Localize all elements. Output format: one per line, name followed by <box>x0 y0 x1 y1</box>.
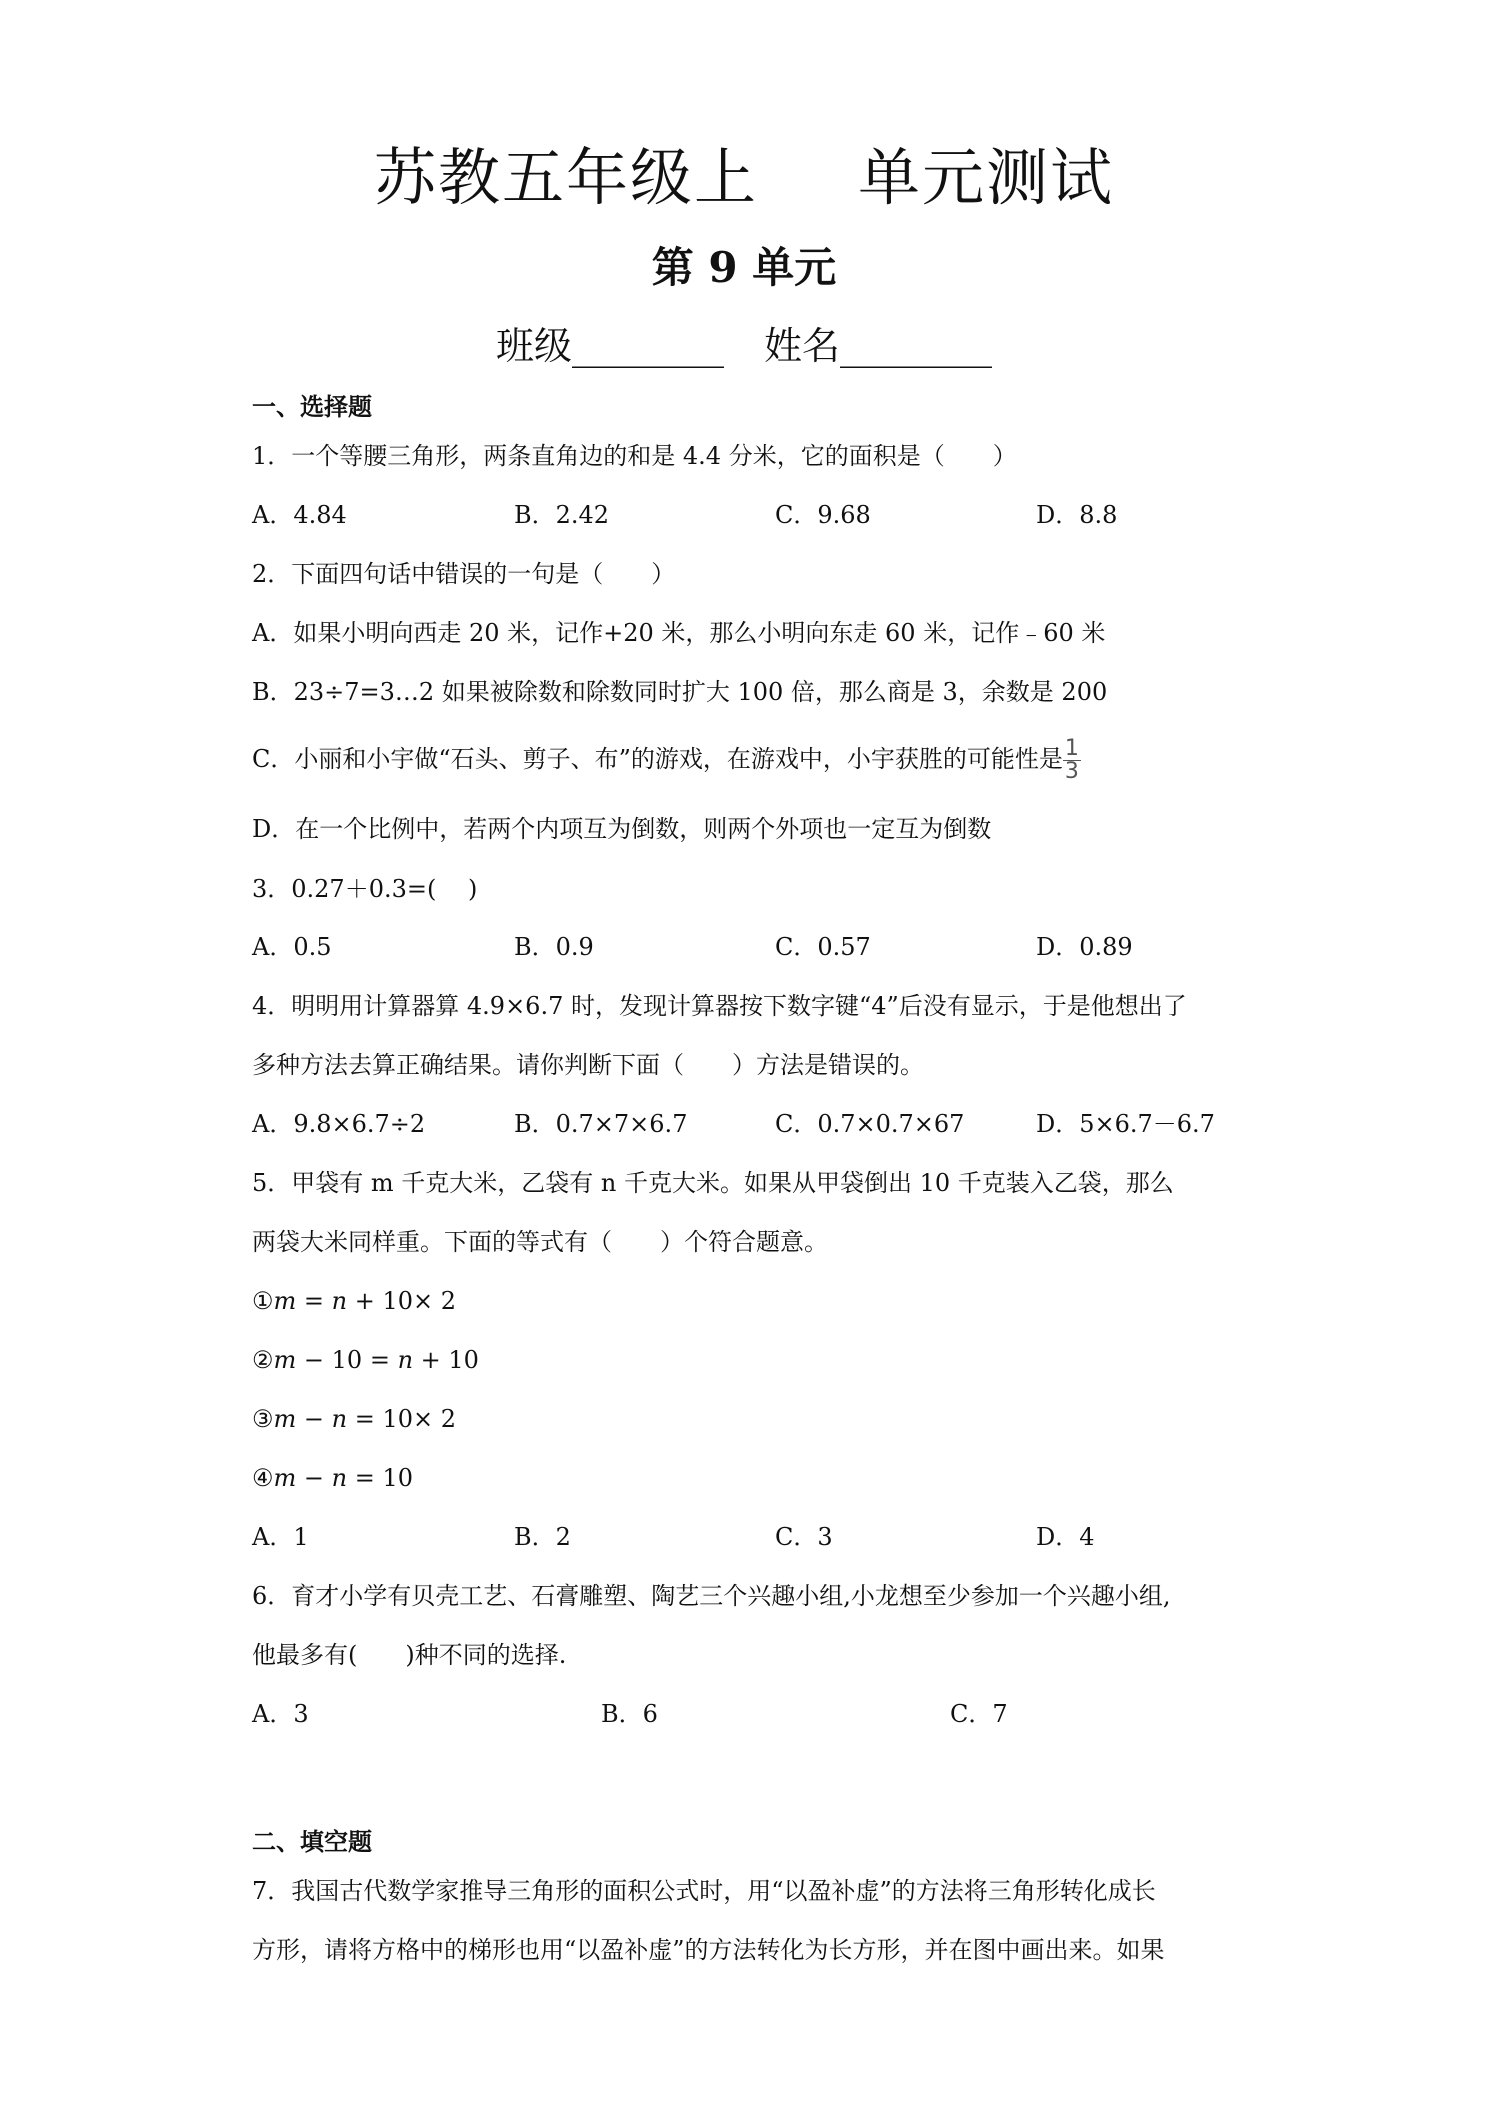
equation-2-rest: + 10 <box>413 1346 479 1374</box>
title-left: 苏教五年级上 <box>373 141 758 214</box>
equation-3 <box>252 1403 456 1435</box>
q6-option-b[interactable]: B．6 <box>601 1700 658 1728</box>
q3-option-a[interactable]: A．0.5 <box>252 933 332 961</box>
question-3-stem: 3．0.27＋0.3=( ) <box>252 875 478 903</box>
q4-option-b[interactable]: B．0.7×7×6.7 <box>514 1110 688 1138</box>
equation-3-rest: = 10× 2 <box>347 1405 457 1433</box>
question-5-stem-line-1: 5．甲袋有 m 千克大米，乙袋有 n 千克大米。如果从甲袋倒出 10 千克装入乙袋，那么 <box>252 1169 1174 1197</box>
q2-option-a[interactable]: A．如果小明向西走 20 米，记作+20 米，那么小明向东走 60 米，记作﹣60 米 <box>252 619 1106 647</box>
q1-option-c[interactable]: C．9.68 <box>775 501 871 529</box>
unit-subtitle: 第 9 单元 <box>651 243 837 292</box>
equation-2 <box>252 1344 479 1376</box>
q5-option-c[interactable]: C．3 <box>775 1523 833 1551</box>
question-6-stem-line-1: 6．育才小学有贝壳工艺、石膏雕塑、陶艺三个兴趣小组,小龙想至少参加一个兴趣小组, <box>252 1582 1171 1610</box>
equation-4-mark: ④ <box>252 1464 274 1492</box>
question-4-stem-line-1: 4．明明用计算器算 4.9×6.7 时，发现计算器按下数字键“4”后没有显示，于是他想出了 <box>252 992 1187 1020</box>
q2-option-d[interactable]: D．在一个比例中，若两个内项互为倒数，则两个外项也一定互为倒数 <box>252 815 992 843</box>
var-n: n <box>331 1287 348 1315</box>
equation-1 <box>252 1285 456 1317</box>
q2-option-c[interactable] <box>252 738 1081 783</box>
q4-option-d[interactable]: D．5×6.7－6.7 <box>1036 1110 1215 1138</box>
q3-option-b[interactable]: B．0.9 <box>514 933 594 961</box>
var-n: n <box>397 1346 414 1374</box>
equation-1-rest: + 10× 2 <box>347 1287 457 1315</box>
equation-2-op: − 10 = <box>296 1346 398 1374</box>
name-field[interactable]: 姓名________ <box>764 324 993 368</box>
equation-3-mark: ③ <box>252 1405 274 1433</box>
question-4-stem-line-2: 多种方法去算正确结果。请你判断下面（ ）方法是错误的。 <box>252 1051 924 1079</box>
section-heading-choice: 一、选择题 <box>252 392 372 421</box>
q1-option-a[interactable]: A．4.84 <box>252 501 347 529</box>
question-7-stem-line-1: 7．我国古代数学家推导三角形的面积公式时，用“以盈补虚”的方法将三角形转化成长 <box>252 1877 1156 1905</box>
q2-option-b[interactable]: B．23÷7=3…2 如果被除数和除数同时扩大 100 倍，那么商是 3，余数是 200 <box>252 678 1108 706</box>
q4-option-a[interactable]: A．9.8×6.7÷2 <box>252 1110 426 1138</box>
q4-option-c[interactable]: C．0.7×0.7×67 <box>775 1110 965 1138</box>
fraction-one-third <box>1063 738 1081 783</box>
equation-1-op: = <box>296 1287 332 1315</box>
var-m: m <box>273 1346 297 1374</box>
equation-4-op: − <box>296 1464 332 1492</box>
student-info-line <box>0 318 1488 374</box>
question-2-stem: 2．下面四句话中错误的一句是（ ） <box>252 560 676 588</box>
q3-option-d[interactable]: D．0.89 <box>1036 933 1133 961</box>
q1-option-b[interactable]: B．2.42 <box>514 501 610 529</box>
equation-2-mark: ② <box>252 1346 274 1374</box>
q2-option-c-text: C．小丽和小宇做“石头、剪子、布”的游戏，在游戏中，小宇获胜的可能性是 <box>252 745 1063 773</box>
equation-3-op: − <box>296 1405 332 1433</box>
q6-option-c[interactable]: C．7 <box>950 1700 1008 1728</box>
page-title <box>0 138 1488 218</box>
q6-option-a[interactable]: A．3 <box>252 1700 309 1728</box>
question-6-stem-line-2: 他最多有( )种不同的选择. <box>252 1641 567 1669</box>
question-1-stem: 1．一个等腰三角形，两条直角边的和是 4.4 分米，它的面积是（ ） <box>252 442 1017 470</box>
var-m: m <box>273 1405 297 1433</box>
var-m: m <box>273 1287 297 1315</box>
class-field[interactable]: 班级________ <box>495 324 724 368</box>
q5-option-a[interactable]: A．1 <box>252 1523 309 1551</box>
var-n: n <box>331 1405 348 1433</box>
var-n: n <box>331 1464 348 1492</box>
question-7-stem-line-2: 方形，请将方格中的梯形也用“以盈补虚”的方法转化为长方形，并在图中画出来。如果 <box>252 1936 1165 1964</box>
title-right: 单元测试 <box>858 141 1115 214</box>
q1-option-d[interactable]: D．8.8 <box>1036 501 1118 529</box>
equation-4-rest: = 10 <box>347 1464 414 1492</box>
q3-option-c[interactable]: C．0.57 <box>775 933 871 961</box>
equation-1-mark: ① <box>252 1287 274 1315</box>
equation-4 <box>252 1462 413 1494</box>
q5-option-d[interactable]: D．4 <box>1036 1523 1095 1551</box>
fraction-denominator: 3 <box>1064 759 1079 784</box>
var-m: m <box>273 1464 297 1492</box>
section-heading-fill-blank: 二、填空题 <box>252 1827 372 1856</box>
question-5-stem-line-2: 两袋大米同样重。下面的等式有（ ）个符合题意。 <box>252 1228 828 1256</box>
fraction-numerator: 1 <box>1064 736 1079 761</box>
q5-option-b[interactable]: B．2 <box>514 1523 571 1551</box>
